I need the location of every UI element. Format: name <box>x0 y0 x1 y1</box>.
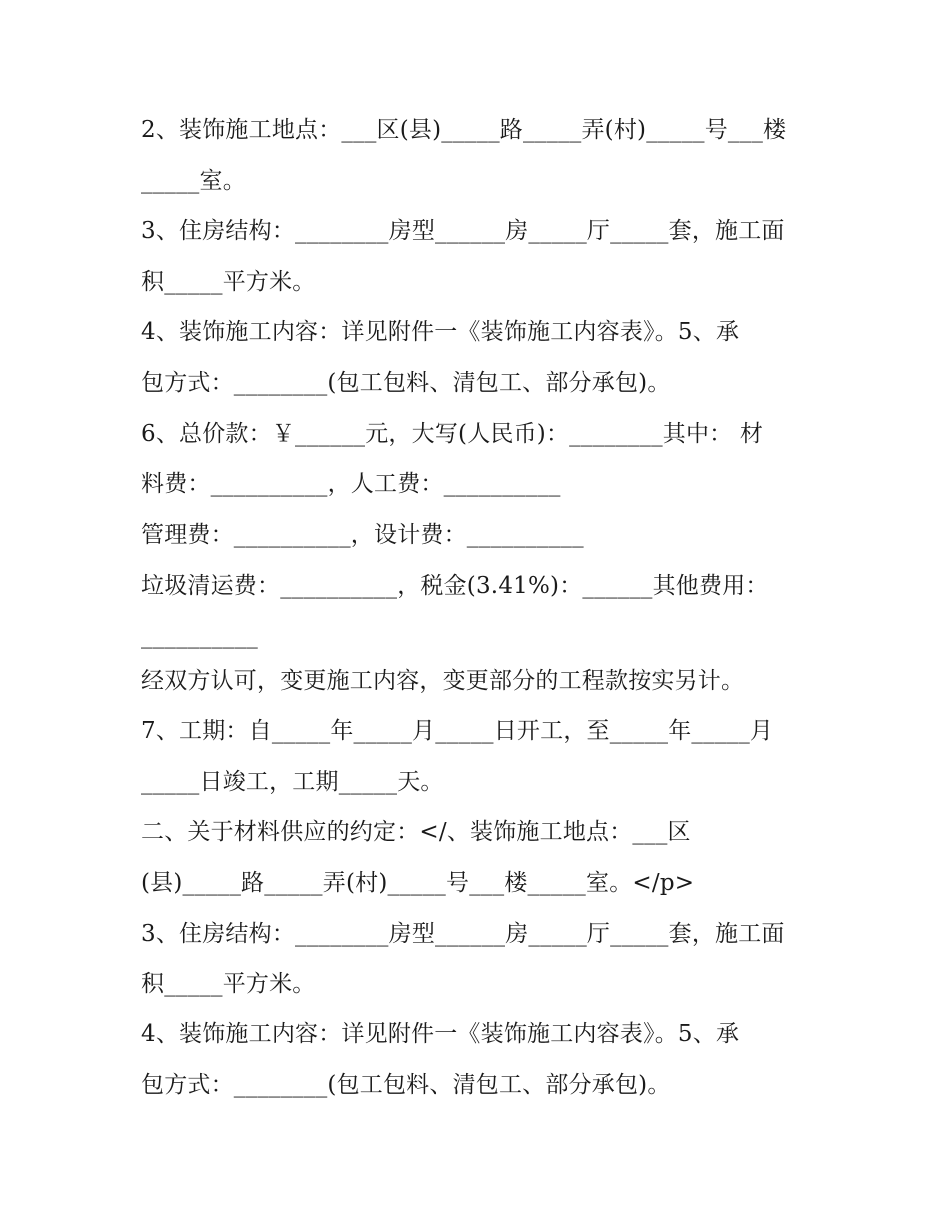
text-line: (县)_____路_____弄(村)_____号___楼_____室。</p> <box>141 870 695 896</box>
text-line: 4、装饰施工内容：详见附件一《装饰施工内容表》。5、承 <box>141 1021 740 1047</box>
text-line: 料费：__________，人工费：__________ <box>141 471 561 497</box>
text-line: 管理费：__________，设计费：__________ <box>141 522 584 548</box>
text-line: 3、住房结构：________房型______房_____厅_____套，施工面 <box>141 218 785 244</box>
text-line: 4、装饰施工内容：详见附件一《装饰施工内容表》。5、承 <box>141 319 740 345</box>
text-line: 二、关于材料供应的约定：</、装饰施工地点：___区 <box>141 819 691 845</box>
text-line: 7、工期：自_____年_____月_____日开工，至_____年_____月 <box>141 718 774 744</box>
text-line: 垃圾清运费：__________，税金(3.41%)：______其他费用： <box>141 573 769 599</box>
text-line: 包方式：________(包工包料、清包工、部分承包)。 <box>141 1072 671 1098</box>
text-line: _____室。 <box>141 168 246 194</box>
text-line: 积_____平方米。 <box>141 269 316 295</box>
text-line: 经双方认可，变更施工内容，变更部分的工程款按实另计。 <box>141 668 745 694</box>
text-line: 6、总价款：￥______元，大写(人民币)：________其中： 材 <box>141 421 764 447</box>
text-line: 包方式：________(包工包料、清包工、部分承包)。 <box>141 370 671 396</box>
text-line: __________ <box>141 623 258 649</box>
text-line: 积_____平方米。 <box>141 971 316 997</box>
text-line: 3、住房结构：________房型______房_____厅_____套，施工面 <box>141 921 785 947</box>
text-line: _____日竣工，工期_____天。 <box>141 769 444 795</box>
text-line: 2、装饰施工地点：___区(县)_____路_____弄(村)_____号___楼 <box>141 117 787 143</box>
